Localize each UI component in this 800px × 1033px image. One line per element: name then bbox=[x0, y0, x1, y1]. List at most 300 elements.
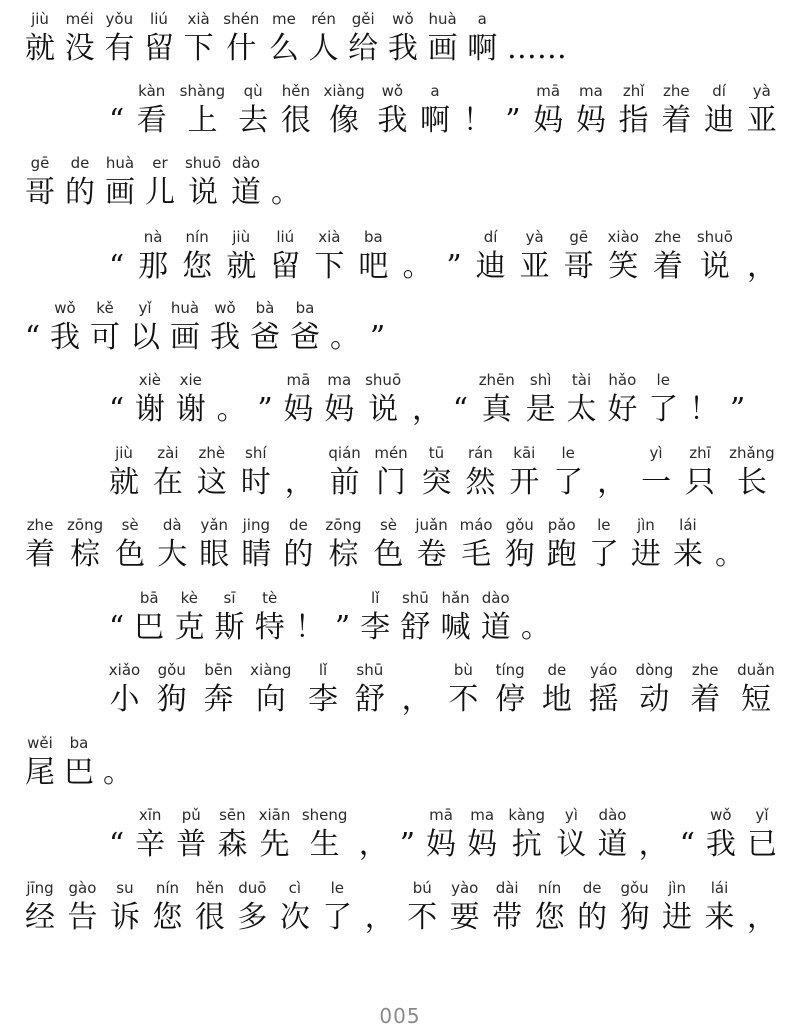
hanzi-text: ， bbox=[638, 827, 669, 862]
character-cell bbox=[508, 443, 540, 503]
hanzi-text: 克 bbox=[174, 610, 205, 645]
character-cell bbox=[24, 153, 56, 213]
hanzi-text: 森 bbox=[217, 827, 248, 862]
character-cell bbox=[478, 370, 516, 430]
character-cell bbox=[108, 227, 125, 287]
pinyin-text: zhè bbox=[198, 444, 226, 462]
pinyin-text bbox=[746, 227, 778, 247]
pinyin-text: yà bbox=[752, 82, 771, 100]
character-cell bbox=[257, 370, 274, 430]
character-cell bbox=[64, 153, 96, 213]
hanzi-text: 亚 bbox=[519, 249, 550, 284]
hanzi-text: 先 bbox=[259, 827, 290, 862]
character-cell bbox=[459, 515, 494, 575]
character-cell bbox=[329, 298, 361, 358]
pinyin-text: de bbox=[289, 516, 308, 534]
hanzi-text: 可 bbox=[90, 320, 120, 355]
hanzi-text: 您 bbox=[534, 900, 565, 935]
character-cell bbox=[282, 515, 314, 575]
hanzi-text: 门 bbox=[376, 465, 407, 500]
pinyin-text: ba bbox=[295, 299, 315, 317]
pinyin-text: zhēn bbox=[478, 371, 515, 389]
hanzi-text: ” bbox=[369, 320, 386, 355]
pinyin-text: jing bbox=[242, 516, 270, 534]
hanzi-text: 跑 bbox=[546, 537, 577, 572]
character-cell bbox=[703, 81, 735, 141]
pinyin-text: bà bbox=[255, 299, 275, 317]
character-cell bbox=[447, 660, 479, 720]
character-cell bbox=[714, 515, 746, 575]
hanzi-text: 的 bbox=[577, 900, 608, 935]
hanzi-text: 卷 bbox=[416, 537, 447, 572]
character-cell bbox=[406, 878, 438, 938]
hanzi-text: 不 bbox=[448, 682, 479, 717]
character-cell bbox=[446, 227, 463, 287]
pinyin-text: qù bbox=[243, 82, 263, 100]
character-cell bbox=[638, 805, 670, 865]
pinyin-text bbox=[108, 370, 125, 390]
hanzi-text: 下 bbox=[314, 249, 345, 284]
character-cell bbox=[419, 81, 451, 141]
pinyin-text: huà bbox=[428, 10, 457, 28]
pinyin-text bbox=[102, 733, 134, 753]
hanzi-text: 睛 bbox=[241, 537, 272, 572]
hanzi-text: 棕 bbox=[70, 537, 101, 572]
character-cell bbox=[705, 805, 737, 865]
pinyin-text bbox=[746, 878, 778, 898]
pinyin-text bbox=[504, 81, 521, 101]
character-cell bbox=[464, 443, 496, 503]
pinyin-text: zōng bbox=[325, 516, 362, 534]
hanzi-text: 生 bbox=[309, 827, 340, 862]
hanzi-text: “ bbox=[108, 249, 125, 284]
pinyin-text: dòng bbox=[635, 661, 674, 679]
hanzi-text: ！ bbox=[689, 392, 720, 427]
hanzi-text: ” bbox=[257, 392, 273, 427]
pinyin-text: jìn bbox=[668, 879, 686, 897]
character-cell bbox=[630, 515, 662, 575]
pinyin-text: hǎo bbox=[608, 371, 637, 389]
pinyin-text: rén bbox=[311, 10, 336, 28]
hanzi-text: 。 bbox=[216, 392, 247, 427]
pinyin-text: dí bbox=[712, 82, 726, 100]
pinyin-text bbox=[452, 370, 469, 390]
hanzi-text: 长 bbox=[736, 465, 767, 500]
pinyin-text: shàng bbox=[179, 82, 226, 100]
pinyin-text: wǒ bbox=[214, 299, 236, 317]
hanzi-text: 要 bbox=[449, 900, 480, 935]
hanzi-text: 只 bbox=[684, 465, 715, 500]
pinyin-text bbox=[399, 805, 416, 825]
pinyin-text bbox=[257, 370, 274, 390]
pinyin-text bbox=[358, 805, 390, 825]
character-cell bbox=[301, 805, 349, 865]
hanzi-text: 特 bbox=[254, 610, 285, 645]
character-cell bbox=[364, 878, 396, 938]
hanzi-text: 指 bbox=[618, 103, 649, 138]
pinyin-text: ba bbox=[364, 228, 383, 246]
pinyin-text: ma bbox=[470, 806, 495, 824]
pinyin-text: hěn bbox=[281, 82, 310, 100]
pinyin-text: nín bbox=[155, 879, 179, 897]
hanzi-text: 人 bbox=[308, 31, 339, 66]
hanzi-text: 尾 bbox=[25, 755, 55, 790]
character-cell bbox=[684, 443, 716, 503]
pinyin-text bbox=[520, 588, 552, 608]
pinyin-text: shū bbox=[401, 589, 429, 607]
pinyin-text: pǔ bbox=[181, 806, 201, 824]
pinyin-text bbox=[411, 370, 443, 390]
pinyin-text: yǒu bbox=[105, 10, 134, 28]
pinyin-text: cì bbox=[288, 879, 302, 897]
hanzi-text: 就 bbox=[25, 31, 55, 66]
text-line bbox=[24, 733, 134, 793]
character-cell bbox=[575, 81, 607, 141]
hanzi-text: 我 bbox=[377, 103, 408, 138]
hanzi-text: 爸 bbox=[250, 320, 280, 355]
pinyin-text bbox=[679, 805, 696, 825]
pinyin-text: hǎn bbox=[441, 589, 470, 607]
pinyin-text: sè bbox=[379, 516, 398, 534]
hanzi-text: “ bbox=[108, 827, 125, 862]
pinyin-text bbox=[714, 515, 746, 535]
character-cell bbox=[504, 81, 521, 141]
pinyin-text: gǒu bbox=[620, 879, 649, 897]
character-cell bbox=[108, 443, 140, 503]
pinyin-text: qián bbox=[328, 444, 361, 462]
hanzi-text: ， bbox=[358, 827, 389, 862]
pinyin-text: mā bbox=[536, 82, 561, 100]
hanzi-text: 议 bbox=[556, 827, 587, 862]
pinyin-text: gē bbox=[569, 228, 589, 246]
pinyin-text: xiàng bbox=[250, 661, 292, 679]
pinyin-text bbox=[334, 588, 351, 608]
hanzi-text: 停 bbox=[495, 682, 526, 717]
hanzi-text: 然 bbox=[465, 465, 496, 500]
character-cell bbox=[566, 370, 598, 430]
character-cell bbox=[334, 588, 351, 648]
hanzi-text: 色 bbox=[115, 537, 146, 572]
pinyin-text: wǒ bbox=[710, 806, 732, 824]
pinyin-text: yǐ bbox=[755, 806, 769, 824]
pinyin-text: zhe bbox=[654, 228, 682, 246]
character-cell bbox=[109, 878, 141, 938]
hanzi-text: 您 bbox=[182, 249, 213, 284]
hanzi-text: 好 bbox=[607, 392, 638, 427]
character-cell bbox=[175, 805, 207, 865]
pinyin-text: pǎo bbox=[547, 516, 576, 534]
pinyin-text: yì bbox=[649, 444, 663, 462]
hanzi-text: ， bbox=[746, 900, 777, 935]
hanzi-text: 在 bbox=[152, 465, 183, 500]
character-cell bbox=[108, 81, 125, 141]
pinyin-text: xiàng bbox=[323, 82, 365, 100]
pinyin-text: kě bbox=[96, 299, 114, 317]
hanzi-text: ” bbox=[399, 827, 416, 862]
character-cell bbox=[552, 443, 584, 503]
hanzi-text: 奔 bbox=[203, 682, 234, 717]
pinyin-text: yào bbox=[451, 879, 479, 897]
hanzi-text: 带 bbox=[492, 900, 523, 935]
hanzi-text: 着 bbox=[661, 103, 692, 138]
character-cell bbox=[203, 660, 235, 720]
hanzi-text: 了 bbox=[322, 900, 353, 935]
hanzi-text: ！ bbox=[294, 610, 325, 645]
pinyin-text: wǒ bbox=[381, 82, 404, 100]
hanzi-text: 啊 bbox=[467, 31, 498, 66]
pinyin-text: xīn bbox=[138, 806, 162, 824]
pinyin-text: jīng bbox=[26, 879, 54, 897]
character-cell bbox=[230, 153, 262, 213]
pinyin-text bbox=[369, 298, 386, 318]
hanzi-text: 谢 bbox=[134, 392, 165, 427]
pinyin-text: rán bbox=[467, 444, 493, 462]
character-cell bbox=[323, 81, 366, 141]
character-cell bbox=[728, 443, 776, 503]
character-cell bbox=[588, 660, 620, 720]
pinyin-text: shuō bbox=[365, 371, 402, 389]
character-cell bbox=[415, 515, 449, 575]
pinyin-text: shuō bbox=[696, 228, 733, 246]
character-cell bbox=[359, 588, 391, 648]
character-cell bbox=[89, 298, 121, 358]
text-line bbox=[24, 9, 568, 69]
pinyin-text: dà bbox=[162, 516, 182, 534]
hanzi-text: 的 bbox=[283, 537, 314, 572]
character-cell bbox=[24, 733, 56, 793]
hanzi-text: 笑 bbox=[608, 249, 639, 284]
hanzi-text: 抗 bbox=[511, 827, 542, 862]
pinyin-text: tíng bbox=[495, 661, 525, 679]
character-cell bbox=[240, 443, 272, 503]
character-cell bbox=[401, 227, 433, 287]
pinyin-text bbox=[24, 298, 41, 318]
character-cell bbox=[364, 370, 402, 430]
pinyin-text: tè bbox=[262, 589, 278, 607]
pinyin-text: sheng bbox=[301, 806, 348, 824]
character-cell bbox=[49, 298, 81, 358]
character-cell bbox=[156, 660, 188, 720]
character-cell bbox=[254, 588, 286, 648]
pinyin-text: tū bbox=[428, 444, 445, 462]
pinyin-text: le bbox=[656, 371, 670, 389]
character-cell bbox=[270, 153, 302, 213]
character-cell bbox=[411, 370, 443, 430]
pinyin-text: xià bbox=[187, 10, 210, 28]
hanzi-text: 很 bbox=[280, 103, 311, 138]
pinyin-text: nà bbox=[143, 228, 163, 246]
character-cell bbox=[546, 515, 578, 575]
hanzi-text: 普 bbox=[176, 827, 207, 862]
hanzi-text: 以 bbox=[130, 320, 160, 355]
hanzi-text: “ bbox=[24, 320, 41, 355]
hanzi-text: 妈 bbox=[575, 103, 606, 138]
pinyin-text: de bbox=[547, 661, 567, 679]
character-cell bbox=[555, 805, 587, 865]
character-cell bbox=[534, 878, 566, 938]
character-cell bbox=[108, 660, 141, 720]
hanzi-text: ， bbox=[746, 249, 777, 284]
character-cell bbox=[660, 81, 692, 141]
hanzi-text: 妈 bbox=[283, 392, 314, 427]
character-cell bbox=[746, 81, 778, 141]
character-cell bbox=[480, 588, 512, 648]
hanzi-text: 太 bbox=[566, 392, 597, 427]
character-cell bbox=[576, 878, 608, 938]
character-cell bbox=[387, 9, 419, 69]
character-cell bbox=[618, 81, 650, 141]
character-cell bbox=[279, 878, 311, 938]
hanzi-text: 真 bbox=[481, 392, 512, 427]
character-cell bbox=[607, 227, 640, 287]
pinyin-text: huà bbox=[105, 154, 135, 172]
hanzi-text: 很 bbox=[194, 900, 225, 935]
pinyin-text: shuō bbox=[184, 154, 221, 172]
hanzi-text: 迪 bbox=[704, 103, 735, 138]
hanzi-text: 了 bbox=[588, 537, 619, 572]
hanzi-text: …… bbox=[506, 31, 567, 66]
pinyin-text: zōng bbox=[67, 516, 104, 534]
hanzi-text: 辛 bbox=[135, 827, 166, 862]
hanzi-text: 像 bbox=[329, 103, 360, 138]
pinyin-text: zài bbox=[157, 444, 179, 462]
pinyin-text: wǒ bbox=[54, 299, 76, 317]
hanzi-text: ” bbox=[446, 249, 462, 284]
hanzi-text: 。 bbox=[330, 320, 360, 355]
character-cell bbox=[175, 370, 207, 430]
character-cell bbox=[196, 443, 228, 503]
pinyin-text: xiào bbox=[607, 228, 639, 246]
character-cell bbox=[216, 370, 248, 430]
character-cell bbox=[236, 878, 268, 938]
pinyin-text: gěi bbox=[351, 10, 375, 28]
hanzi-text: 。 bbox=[715, 537, 745, 572]
pinyin-text: liú bbox=[150, 10, 168, 28]
hanzi-text: 我 bbox=[210, 320, 240, 355]
pinyin-text: xiān bbox=[258, 806, 291, 824]
pinyin-text: lǐ bbox=[371, 589, 380, 607]
character-cell bbox=[746, 227, 778, 287]
pinyin-text bbox=[729, 370, 746, 390]
character-cell bbox=[399, 805, 416, 865]
hanzi-text: 画 bbox=[427, 31, 458, 66]
pinyin-text: shì bbox=[529, 371, 552, 389]
hanzi-text: 什 bbox=[226, 31, 257, 66]
hanzi-text: 摇 bbox=[588, 682, 619, 717]
pinyin-text: shén bbox=[223, 10, 260, 28]
character-cell bbox=[596, 443, 628, 503]
pinyin-text: kàng bbox=[508, 806, 546, 824]
pinyin-text: gǒu bbox=[505, 516, 534, 534]
character-cell bbox=[652, 227, 684, 287]
page-number: 005 bbox=[379, 1004, 421, 1028]
pinyin-text: juǎn bbox=[415, 516, 448, 534]
hanzi-text: 一 bbox=[641, 465, 672, 500]
pinyin-text: a bbox=[477, 10, 487, 28]
hanzi-text: 哥 bbox=[563, 249, 594, 284]
pinyin-text: máo bbox=[459, 516, 493, 534]
pinyin-text: sēn bbox=[219, 806, 246, 824]
pinyin-text bbox=[596, 443, 628, 463]
hanzi-text: 来 bbox=[672, 537, 703, 572]
pinyin-text bbox=[216, 370, 248, 390]
character-cell bbox=[440, 588, 472, 648]
pinyin-text: zhe bbox=[26, 516, 54, 534]
character-cell bbox=[541, 660, 573, 720]
character-cell bbox=[198, 515, 230, 575]
pinyin-text: liú bbox=[276, 228, 295, 246]
character-cell bbox=[324, 515, 362, 575]
text-line bbox=[108, 227, 778, 287]
pinyin-text: ma bbox=[327, 371, 352, 389]
hanzi-text: “ bbox=[108, 610, 125, 645]
hanzi-text: 。 bbox=[520, 610, 551, 645]
hanzi-text: 。 bbox=[402, 249, 433, 284]
hanzi-text: 迪 bbox=[475, 249, 506, 284]
character-cell bbox=[462, 81, 494, 141]
text-line bbox=[108, 588, 552, 648]
character-cell bbox=[156, 515, 188, 575]
pinyin-text: yǎn bbox=[200, 516, 229, 534]
hanzi-text: 妈 bbox=[533, 103, 564, 138]
character-cell bbox=[679, 805, 696, 865]
pinyin-text: kàn bbox=[138, 82, 166, 100]
hanzi-text: ， bbox=[412, 392, 442, 427]
character-cell bbox=[519, 227, 551, 287]
pinyin-text bbox=[329, 298, 361, 318]
pinyin-text: zhǐ bbox=[622, 82, 645, 100]
hanzi-text: 喊 bbox=[440, 610, 471, 645]
hanzi-text: ， bbox=[284, 465, 315, 500]
hanzi-text: ， bbox=[364, 900, 395, 935]
pinyin-text bbox=[401, 660, 433, 680]
character-cell bbox=[24, 515, 56, 575]
hanzi-text: 毛 bbox=[461, 537, 492, 572]
character-cell bbox=[225, 227, 257, 287]
character-cell bbox=[133, 588, 165, 648]
pinyin-text: zhǎng bbox=[729, 444, 775, 462]
hanzi-text: “ bbox=[108, 103, 125, 138]
hanzi-text: 上 bbox=[187, 103, 218, 138]
hanzi-text: 您 bbox=[152, 900, 183, 935]
pinyin-text: nín bbox=[538, 879, 562, 897]
character-cell bbox=[597, 805, 629, 865]
pinyin-text: lǐ bbox=[318, 661, 328, 679]
pinyin-text bbox=[506, 9, 568, 29]
pinyin-text: jìn bbox=[636, 516, 655, 534]
character-cell bbox=[452, 370, 469, 430]
hanzi-text: ， bbox=[597, 465, 628, 500]
hanzi-text: 前 bbox=[329, 465, 360, 500]
character-cell bbox=[420, 443, 452, 503]
character-cell bbox=[357, 227, 389, 287]
pinyin-text bbox=[446, 227, 463, 247]
character-cell bbox=[525, 370, 557, 430]
hanzi-text: 李 bbox=[360, 610, 391, 645]
pinyin-text: a bbox=[430, 82, 440, 100]
pinyin-text: sè bbox=[121, 516, 139, 534]
hanzi-text: 短 bbox=[740, 682, 771, 717]
hanzi-text: 向 bbox=[255, 682, 286, 717]
character-cell bbox=[222, 9, 260, 69]
pinyin-text: de bbox=[582, 879, 602, 897]
hanzi-text: 动 bbox=[639, 682, 670, 717]
hanzi-text: 色 bbox=[373, 537, 404, 572]
hanzi-text: 我 bbox=[705, 827, 736, 862]
pinyin-text bbox=[284, 443, 316, 463]
character-cell bbox=[214, 588, 246, 648]
character-cell bbox=[321, 878, 353, 938]
